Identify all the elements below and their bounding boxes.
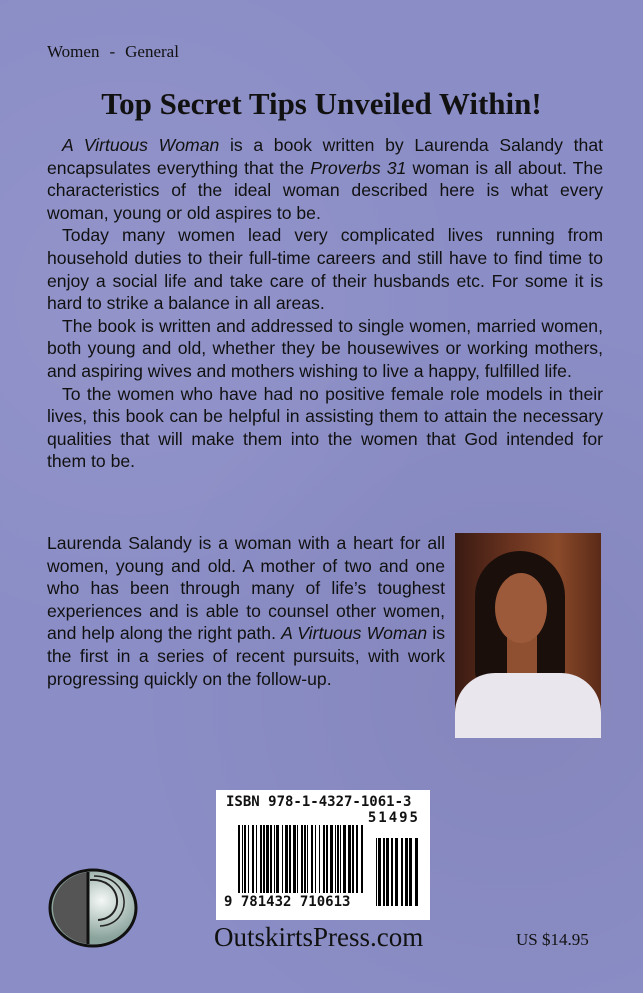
barcode-bar (386, 838, 389, 906)
barcode-bar (340, 825, 341, 893)
barcode-addon: 51495 (367, 810, 420, 826)
barcode-bar (376, 838, 377, 906)
barcode-bar (282, 825, 283, 893)
publisher-site: OutskirtsPress.com (214, 922, 424, 952)
barcode-bar (409, 838, 412, 906)
barcode-bar (242, 825, 243, 893)
barcode-bar (330, 825, 333, 893)
category (47, 42, 189, 62)
text: woman is all about. The characteristics of the ideal woman described here is what every woman, young or old aspires to be. (47, 157, 604, 223)
barcode-bar (252, 825, 254, 893)
barcode-bar (405, 838, 408, 906)
description-p4: To the women who have had no positive female role models in their lives, this book can be helpful in assisting them to attain the necessary qualities that will make them into the women that God intended for them to be. (47, 383, 603, 472)
text: is a book written by Laurenda Salandy that encapsulates everything that the (47, 135, 603, 178)
barcode-bar (307, 825, 308, 893)
text: Laurenda Salandy is a woman with a heart for all women, young and old. A mother of two and one who has been through many of life’s toughest experiences and is able to counsel other women, and help along the right path. (47, 533, 445, 644)
barcode-bar (285, 825, 288, 893)
publisher-logo (48, 868, 138, 948)
barcode-bar (289, 825, 291, 893)
barcode-bar (274, 825, 275, 893)
text: is the first in a series of recent pursuits, with work progressing quickly on the follow-up. (47, 623, 446, 689)
barcode-bar (356, 825, 358, 893)
barcode-bar (293, 825, 296, 893)
barcode-bar (263, 825, 265, 893)
genre: Women (47, 42, 100, 61)
barcode-bar (244, 825, 246, 893)
barcode-bar (391, 838, 393, 906)
barcode-bar (352, 825, 354, 893)
barcode-bar (348, 825, 351, 893)
barcode-bar (297, 825, 298, 893)
barcode-bar (395, 838, 398, 906)
barcode-bar (323, 825, 325, 893)
description-p2: Today many women lead very complicated lives running from household duties to their full-time careers and still have to find time to enjoy a social life and take care of their husbands etc. For some it is hard to strike a balance in all areas. (47, 225, 603, 314)
barcode-bar (238, 825, 240, 893)
separator: - (109, 42, 116, 61)
price: US $14.95 (516, 930, 589, 949)
barcode-bar (276, 825, 279, 893)
barcode-bar (260, 825, 262, 893)
description (47, 134, 603, 473)
isbn: ISBN 978-1-4327-1061-3 (226, 794, 412, 810)
barcode-bar (270, 825, 272, 893)
subgenre: General (125, 42, 179, 61)
barcode-bar (326, 825, 328, 893)
barcode-bar (337, 825, 339, 893)
description-p3: The book is written and addressed to single women, married women, both young and old, whether they be housewives or working mothers, and aspiring wives and mothers wishing to live a happy, fulfilled life. (47, 315, 603, 381)
book-title: A Virtuous Woman (62, 135, 220, 155)
barcode-bar (415, 838, 418, 906)
barcode-bar (378, 838, 381, 906)
ean-number: 9 781432 710613 (224, 894, 351, 910)
barcode-bar (319, 825, 320, 893)
scripture-ref: Proverbs 31 (310, 157, 407, 178)
barcode-bars (238, 825, 366, 893)
barcode (216, 790, 430, 920)
barcode-bar (383, 838, 385, 906)
barcode-bar (343, 825, 346, 893)
barcode-bar (248, 825, 249, 893)
barcode-bar (361, 825, 363, 893)
barcode-bar (256, 825, 257, 893)
barcode-bar (301, 825, 303, 893)
headline: Top Secret Tips Unveiled Within! (101, 86, 542, 121)
barcode-bar (304, 825, 306, 893)
description-p1 (47, 134, 603, 224)
book-title: A Virtuous Woman (281, 623, 428, 644)
barcode-bar (401, 838, 403, 906)
barcode-bar (266, 825, 269, 893)
barcode-bar (315, 825, 316, 893)
barcode-bar (311, 825, 313, 893)
barcode-addon-bars (376, 838, 421, 906)
barcode-bar (335, 825, 336, 893)
author-photo (455, 533, 601, 738)
author-bio (47, 532, 445, 690)
